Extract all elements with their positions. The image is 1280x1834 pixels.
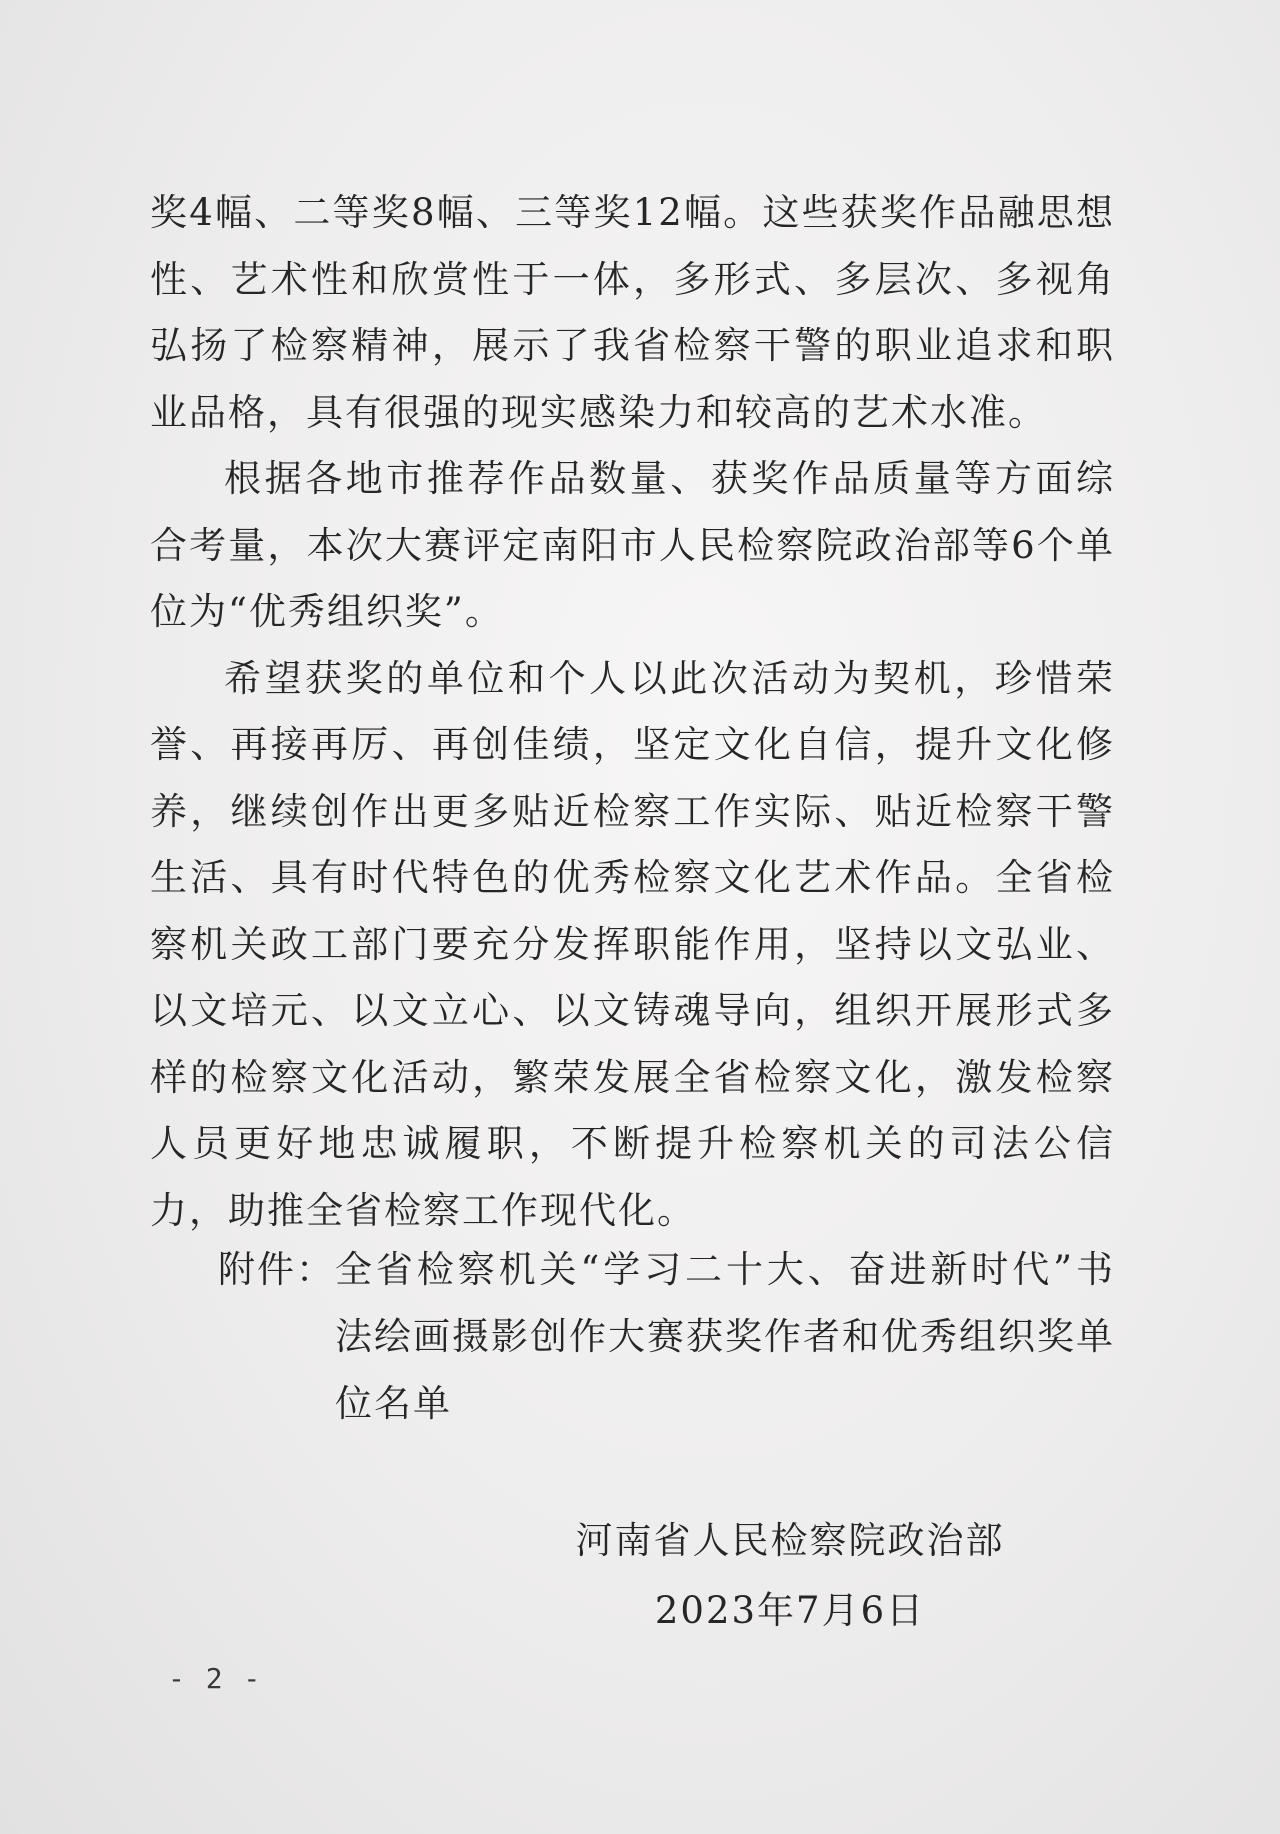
paragraph-awards-summary: 奖4幅、二等奖8幅、三等奖12幅。这些获奖作品融思想性、艺术性和欣赏性于一体，多形式、多层次、多视角弘扬了检察精神，展示了我省检察干警的职业追求和职业品格，具有很强的现实感染力和较高的艺术水准。: [150, 191, 1115, 434]
signature-organization: 河南省人民检察院政治部: [575, 1519, 1005, 1562]
paragraph-organization-award: 根据各地市推荐作品数量、获奖作品质量等方面综合考量，本次大赛评定南阳市人民检察院政治部等6个单位为“优秀组织奖”。: [150, 457, 1115, 633]
page-number: - 2 -: [168, 1662, 263, 1695]
signature-block: [560, 1506, 1020, 1646]
attachment-label: 附件：: [218, 1248, 335, 1291]
paragraph-expectations: 希望获奖的单位和个人以此次活动为契机，珍惜荣誉、再接再厉、再创佳绩，坚定文化自信，提升文化修养，继续创作出更多贴近检察工作实际、贴近检察干警生活、具有时代特色的优秀检察文化艺术作品。全省检察机关政工部门要充分发挥职能作用，坚持以文弘业、以文培元、以文立心、以文铸魂导向，组织开展形式多样的检察文化活动，繁荣发展全省检察文化，激发检察人员更好地忠诚履职，不断提升检察机关的司法公信力，助推全省检察工作现代化。: [150, 656, 1115, 1232]
document-body: [150, 180, 1115, 1244]
attachment-note: [150, 1236, 1115, 1437]
attachment-title: 全省检察机关“学习二十大、奋进新时代”书法绘画摄影创作大赛获奖作者和优秀组织奖单位名单: [335, 1248, 1115, 1425]
signature-date: 2023年7月6日: [654, 1589, 926, 1632]
